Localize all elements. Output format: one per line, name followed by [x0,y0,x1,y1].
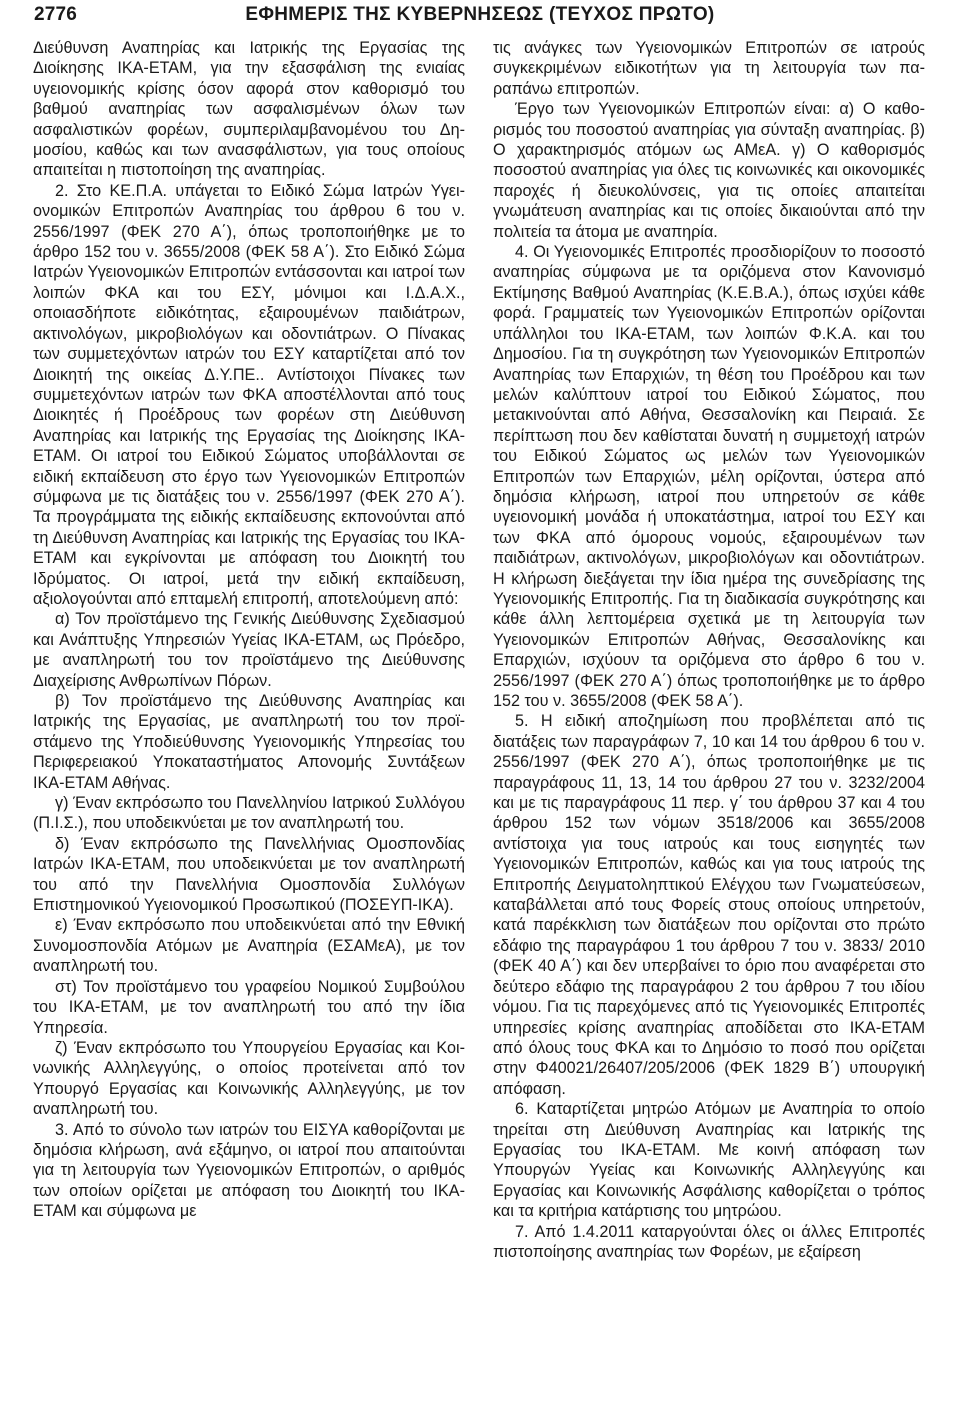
paragraph: 2. Στο ΚΕ.Π.Α. υπάγεται το Ειδικό Σώμα Ιατρών Υγειονομικών Επιτροπών Αναπηρίας του άρθρου 6 του ν. 2556/1997 (ΦΕΚ 270 Α΄), όπως τροποποιήθηκε με το άρθρο 152 του ν. 3655/2008 (ΦΕΚ 58 Α΄). Στο Ειδικό Σώμα Ιατρών Υγειονομικών Επιτροπών εντάσσονται και ιατροί των λοιπών ΦΚΑ και του ΕΣΥ, μόνιμοι και Ι.Δ.Α.Χ., οποιασδήποτε ειδικότητας, εξαιρουμένων παιδιάτρων, ακτινολόγων, μικροβιολόγων και οδοντιάτρων. Ο Πίνακας των συμμετεχόντων ιατρών του ΕΣΥ καταρτίζεται από τον Διοικητή της οικείας Δ.Υ.ΠΕ.. Αντίστοιχοι Πίνακες των συμμετεχόντων ιατρών των ΦΚΑ αποστέλλονται από τους Διοικητές ή Προέδρους των φορέων στη Διεύθυνση Αναπηρίας και Ιατρικής της Εργασίας της Διοίκησης ΙΚΑ-ΕΤΑΜ. Οι ιατροί του Ειδικού Σώματος υποβάλλονται σε ειδική εκπαίδευση στο έργο των Υγειονομικών Επιτροπών σύμφωνα με τις διατάξεις του ν. 2556/1997 (ΦΕΚ 270 Α΄). Τα προγράμματα της ειδικής εκπαίδευσης εκπονούνται από τη Διεύθυνση Αναπηρίας και Ιατρικής της Εργασίας του ΙΚΑ-ΕΤΑΜ και εγκρίνονται με απόφαση του Διοικητή του Ιδρύματος. Οι ιατροί, μετά την ειδική εκπαίδευση, αξιολογούνται από επταμελή επιτροπή, αποτελούμενη από: [33,181,465,608]
paragraph: 7. Από 1.4.2011 καταργούνται όλες οι άλλες Επιτροπές πιστοποίησης αναπηρίας των Φορέων, με εξαίρεση [493,1222,925,1261]
paragraph: Διεύθυνση Αναπηρίας και Ιατρικής της Εργασίας της Διοίκησης ΙΚΑ-ΕΤΑΜ, για την εξασφάλιση της ενιαίας υγειονομικής κρίσης όσον αφορά στον καθορισμό του βαθμού αναπηρίας των ασφαλισμένων όλων των ασφαλιστικών φορέων, συμπεριλαμβανομένου του Δημοσίου, καθώς και των ανασφάλιστων, για τους οποίους απαιτείται η πιστοποίηση της αναπηρίας. [33,39,465,180]
page-number: 2776 [34,4,78,25]
paragraph: 4. Οι Υγειονομικές Επιτροπές προσδιορίζουν το ποσοστό αναπηρίας σύμφωνα με τα οριζόμενα στον Κανονισμό Εκτίμησης Βαθμού Αναπηρίας (Κ.Ε.Β.Α.), όπως ισχύει κάθε φορά. Γραμματείς των Υγειονομικών Επιτροπών ορίζονται υπάλληλοι του ΙΚΑ-ΕΤΑΜ, των λοιπών Φ.Κ.Α. και του Δημοσίου. Για τη συγκρότηση των Υγειονομικών Επιτροπών Αναπηρίας των Επαρχιών, τη θέση του Προέδρου και των μελών καλύπτουν ιατροί του Ειδικού Σώματος, που μετακινούνται από Αθήνα, Θεσσαλονίκη και Πειραιά. Σε περίπτωση που δεν καθίσταται δυνατή η συμμετοχή ιατρών του Ειδικού Σώματος ως μελών των Υγειονομικών Επιτροπών των Επαρχιών, μέλη ορίζονται, ύστερα από δημόσια κλήρωση, ιατροί που υπηρετούν σε κάθε υγειονομική μονάδα ή υποκατάστημα, ιατροί του ΕΣΥ και των ΦΚΑ από όμορους νομούς, εξαιρουμένων των παιδιάτρων, ακτινολόγων, μικροβιολόγων και οδοντιάτρων. Η κλήρωση διεξάγεται την ίδια ημέρα της συνεδρίασης της Υγειονομικής Επιτροπής. Για τη διαδικασία συγκρότησης και κάθε άλλη λεπτομέρεια σχετικά με τη λειτουργία των Υγειονομικών Επιτροπών Αθήνας, Θεσσαλονίκης και Επαρχιών, ισχύουν τα οριζόμενα στο άρθρο 6 του ν. 2556/1997 (ΦΕΚ 270 Α΄) όπως τροποποιήθηκε με το άρθρο 152 του ν. 3655/2008 (ΦΕΚ 58 Α΄). [493,243,925,710]
paragraph: ζ) Έναν εκπρόσωπο του Υπουργείου Εργασίας και Κοινωνικής Αλληλεγγύης, ο οποίος προτείνεται από τον Υπουργό Εργασίας και Κοινωνικής Αλληλεγγύης, με τον αναπληρωτή του. [33,1038,465,1119]
gazette-title: ΕΦΗΜΕΡΙΣ ΤΗΣ ΚΥΒΕΡΝΗΣΕΩΣ (ΤΕΥΧΟΣ ΠΡΩΤΟ) [245,4,715,25]
paragraph: Έργο των Υγειονομικών Επιτροπών είναι: α) Ο καθορισμός του ποσοστού αναπηρίας για σύνταξη αναπηρίας. β) Ο χαρακτηρισμός ατόμων ως ΑΜεΑ. γ) Ο καθορισμός ποσοστού αναπηρίας για όλες τις κοινωνικές και οικονομικές παροχές ή διευκολύνσεις, για τις οποίες απαιτείται γνωμάτευση αναπηρίας και τις οποίες δικαιούνται από την πολιτεία τα άτομα με αναπηρία. [493,100,925,241]
right-column [493,38,925,1262]
paragraph: ε) Έναν εκπρόσωπο που υποδεικνύεται από την Εθνική Συνομοσπονδία Ατόμων με Αναπηρία (ΕΣΑΜεΑ), με τον αναπληρωτή του. [33,916,465,976]
paragraph: δ) Έναν εκπρόσωπο της Πανελλήνιας Ομοσπονδίας Ιατρών ΙΚΑ-ΕΤΑΜ, που υποδεικνύεται με τον αναπληρωτή του από την Πανελλήνια Ομοσπονδία Συλλόγων Επιστημονικού Υγειονομικού Προσωπικού (ΠΟΣΕΥΠ-ΙΚΑ). [33,834,465,915]
paragraph: 6. Καταρτίζεται μητρώο Ατόμων με Αναπηρία το οποίο τηρείται στη Διεύθυνση Αναπηρίας και Ιατρικής της Εργασίας του ΙΚΑ-ΕΤΑΜ. Με κοινή απόφαση των Υπουργών Υγείας και Κοινωνικής Αλληλεγγύης και Εργασίας και Κοινωνικής Ασφάλισης καθορίζεται ο τρόπος και τα κριτήρια κατάρτισης του μητρώου. [493,1100,925,1221]
paragraph: β) Τον προϊστάμενο της Διεύθυνσης Αναπηρίας και Ιατρικής της Εργασίας, με αναπληρωτή του τον προϊστάμενο της Υποδιεύθυνσης Υγειονομικής Υπηρεσίας του Περιφερειακού Υποκαταστήματος Απονομής Συντάξεων ΙΚΑ-ΕΤΑΜ Αθήνας. [33,692,465,792]
paragraph: τις ανάγκες των Υγειονομικών Επιτροπών σε ιατρούς συγκεκριμένων ειδικοτήτων για τη λειτουργία των παραπάνω επιτροπών. [493,39,925,98]
paragraph: 5. Η ειδική αποζημίωση που προβλέπεται από τις διατάξεις των παραγράφων 7, 10 και 14 του άρθρου 6 του ν. 2556/1997 (ΦΕΚ 270 Α΄), όπως τροποποιήθηκε με τις παραγράφους 11, 13, 14 του άρθρου 27 του ν. 3232/2004 και με τις παραγράφους 11 περ. γ΄ του άρθρου 37 και 4 του άρθρου 152 των νόμων 3518/2006 και 3655/2008 αντίστοιχα για τους ιατρούς και τους εισηγητές των Υγειονομικών Επιτροπών, καθώς και για τους ιατρούς της Επιτροπής Δειγματοληπτικού Ελέγχου των Γνωματεύσεων, καταβάλλεται από τους Φορείς στους οποίους υπηρετούν, κατά παρέκκλιση των διατάξεων που ορίζονται στο πρώτο εδάφιο της παραγράφου 1 του άρθρου 7 του ν. 3833/ 2010 (ΦΕΚ 40 Α΄) και δεν υπερβαίνει το όριο που αναφέρεται στο δεύτερο εδάφιο της παραγράφου 2 του άρθρου 7 του ιδίου νόμου. Για τις παρεχόμενες από τις Υγειονομικές Επιτροπές υπηρεσίες κρίσης αναπηρίας αποδίδεται στο ΙΚΑ-ΕΤΑΜ από όλους τους ΦΚΑ και το Δημόσιο το ποσό που ορίζεται στην Φ40021/26407/205/2006 (ΦΕΚ 1829 Β΄) υπουργική απόφαση. [493,712,925,1098]
paragraph: α) Τον προϊστάμενο της Γενικής Διεύθυνσης Σχεδιασμού και Ανάπτυξης Υπηρεσιών Υγείας ΙΚΑ-ΕΤΑΜ, ως Πρόεδρο, με αναπληρωτή του τον προϊστάμενο της Διεύθυνσης Διαχείρισης Ανθρωπίνων Πόρων. [33,610,465,690]
page-header [34,4,926,32]
paragraph: 3. Από το σύνολο των ιατρών του ΕΙΣΥΑ καθορίζονται με δημόσια κλήρωση, ανά εξάμηνο, οι ιατροί που απαιτούνται για τη λειτουργία των Υγειονομικών Επιτροπών, ο αριθμός των οποίων ορίζεται με απόφαση του Διοικητή του ΙΚΑ-ΕΤΑΜ και σύμφωνα με [33,1120,465,1221]
left-column [33,38,465,1222]
paragraph: στ) Τον προϊστάμενο του γραφείου Νομικού Συμβούλου του ΙΚΑ-ΕΤΑΜ, με τον αναπληρωτή του από την ίδια Υπηρεσία. [33,977,465,1037]
paragraph: γ) Έναν εκπρόσωπο του Πανελληνίου Ιατρικού Συλλόγου (Π.Ι.Σ.), που υποδεικνύεται με τον αναπληρωτή του. [33,794,465,833]
